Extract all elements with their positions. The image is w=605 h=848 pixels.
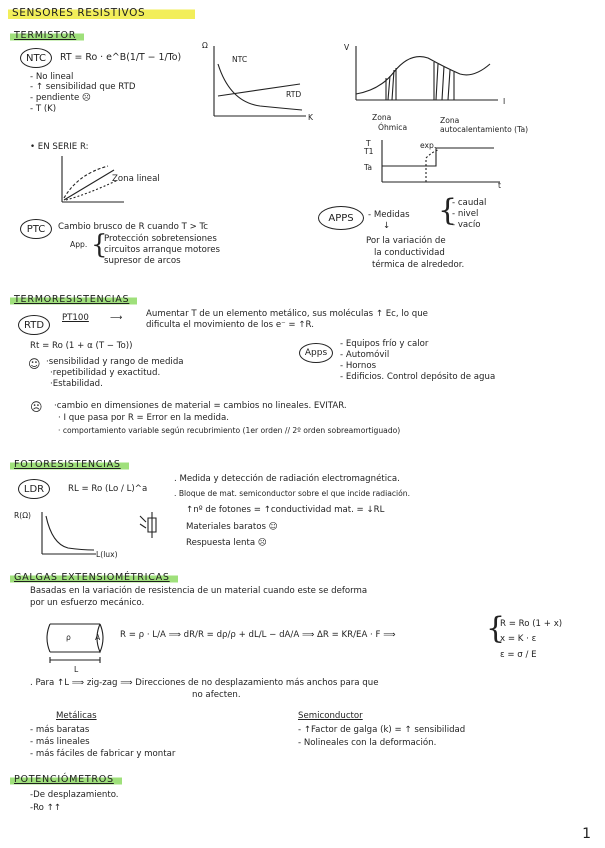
graph4-ylabel: T xyxy=(366,139,371,148)
medidas-item: - nivel xyxy=(452,209,479,219)
arrow-icon: ⟶ xyxy=(110,313,123,323)
graph4-t1-label: T1 xyxy=(364,147,374,156)
medidas-item: - caudal xyxy=(452,198,487,208)
galgas-result: ε = σ / E xyxy=(500,650,537,660)
ptc-circle: PTC xyxy=(20,219,52,239)
rtd-con: ·cambio en dimensiones de material = cambios no lineales. EVITAR. xyxy=(54,401,347,411)
ldr-formula: RL = Ro (Lo / L)^a xyxy=(68,484,148,494)
graph2-xlabel: I xyxy=(503,97,506,106)
graph1-ntc-label: NTC xyxy=(232,55,248,64)
ldr-item: ↑nº de fotones = ↑conductividad mat. = ↓RL xyxy=(186,505,385,515)
galgas-description: por un esfuerzo mecánico. xyxy=(30,598,145,608)
ldr-item: Materiales baratos ☺ xyxy=(186,522,278,532)
ptc-app-label: App. xyxy=(70,240,88,249)
photoresistor-symbol-icon xyxy=(138,510,164,540)
ntc-circle: NTC xyxy=(20,48,52,68)
ldr-circle: LDR xyxy=(18,479,50,499)
potenciometro-item: -De desplazamiento. xyxy=(30,790,119,800)
apps-circle: APPS xyxy=(318,206,364,230)
semiconductor-title: Semiconductor xyxy=(298,711,363,721)
graph4-exp-label: exp. xyxy=(420,141,437,150)
ldr-item: . Medida y detección de radiación electromagnética. xyxy=(174,474,400,484)
potenciometro-item: -Ro ↑↑ xyxy=(30,803,62,813)
ldr-graph-xlabel: L(lux) xyxy=(96,550,118,559)
galgas-result: R = Ro (1 + x) xyxy=(500,619,563,629)
ldr-graph-ylabel: R(Ω) xyxy=(14,511,32,520)
page-number: 1 xyxy=(582,826,591,842)
metalicas-item: - más baratas xyxy=(30,725,90,735)
rtd-con: · I que pasa por R = Error en la medida. xyxy=(58,413,229,423)
apps-circle: Apps xyxy=(299,343,333,363)
graph2-zone2-line2: autocalentamiento (Ta) xyxy=(440,125,529,134)
galgas-result: x = K · ε xyxy=(500,634,537,644)
ntc-rtd-graph xyxy=(210,42,320,122)
metalicas-item: - más lineales xyxy=(30,737,90,747)
cylinder-rho-label: ρ xyxy=(66,633,71,642)
rtd-app: - Automóvil xyxy=(340,350,390,360)
rtd-pro: ·repetibilidad y exactitud. xyxy=(50,368,161,378)
temperature-time-graph xyxy=(376,138,506,188)
ldr-graph xyxy=(38,510,100,558)
rtd-pro: ·Estabilidad. xyxy=(50,379,103,389)
vi-graph xyxy=(350,44,510,114)
ldr-item: Respuesta lenta ☹ xyxy=(186,538,267,548)
apps-text: Por la variación de xyxy=(366,236,446,246)
semiconductor-item: - ↑Factor de galga (k) = ↑ sensibilidad xyxy=(298,725,466,735)
section-termoresistencias-heading: TERMORESISTENCIAS xyxy=(10,294,137,305)
ntc-bullet: - T (K) xyxy=(30,104,57,114)
graph2-zone1-line2: Óhmica xyxy=(378,123,408,132)
page-title: SENSORES RESISTIVOS xyxy=(8,6,195,20)
ptc-description: Cambio brusco de R cuando T > Tc xyxy=(58,222,209,232)
graph1-rtd-label: RTD xyxy=(286,90,302,99)
metalicas-item: - más fáciles de fabricar y montar xyxy=(30,749,176,759)
medidas-label: - Medidas xyxy=(368,210,410,220)
rtd-con: · comportamiento variable según recubrimiento (1er orden // 2º orden sobreamortiguado) xyxy=(58,426,401,435)
galgas-equation: R = ρ · L/A ⟹ dR/R = dρ/ρ + dL/L − dA/A ⟹ ΔR = KR/EA · F ⟹ xyxy=(120,630,396,640)
brace-icon: { xyxy=(438,193,458,228)
ntc-formula: RT = Ro · e^B(1/T − 1/To) xyxy=(60,52,182,63)
apps-text: térmica de alrededor. xyxy=(372,260,465,270)
section-fotoresistencias-heading: FOTORESISTENCIAS xyxy=(10,459,129,470)
graph1-xlabel: K xyxy=(308,113,313,122)
graph2-zone1-line1: Zona xyxy=(372,113,392,122)
ntc-bullet: - pendiente ☹ xyxy=(30,93,91,103)
pt100-label: PT100 xyxy=(62,313,89,323)
medidas-item: - vacío xyxy=(452,220,481,230)
rtd-pro: ·sensibilidad y rango de medida xyxy=(46,357,184,367)
rtd-app: - Hornos xyxy=(340,361,377,371)
serie-zone-label: Zona lineal xyxy=(112,174,160,184)
medidas-arrow: ↓ xyxy=(383,221,391,231)
apps-text: la conductividad xyxy=(374,248,445,258)
section-termistor-heading: TERMISTOR xyxy=(10,30,84,41)
rtd-description: Aumentar T de un elemento metálico, sus moléculas ↑ Ec, lo que xyxy=(146,309,428,319)
rtd-description: dificulta el movimiento de los e⁻ = ↑R. xyxy=(146,320,314,330)
galgas-zigzag-note: . Para ↑L ⟹ zig-zag ⟹ Direcciones de no desplazamiento más anchos para que xyxy=(30,678,379,688)
graph1-ylabel: Ω xyxy=(202,41,208,50)
graph4-xlabel: t xyxy=(498,181,501,190)
ptc-app-item: supresor de arcos xyxy=(104,256,181,266)
rtd-formula: Rt = Ro (1 + α (T − To)) xyxy=(30,341,133,351)
galgas-description: Basadas en la variación de resistencia de un material cuando este se deforma xyxy=(30,586,368,596)
ptc-app-item: circuitos arranque motores xyxy=(104,245,221,255)
section-potenciometros-heading: POTENCIÓMETROS xyxy=(10,774,122,785)
rtd-app: - Equipos frío y calor xyxy=(340,339,429,349)
galgas-zigzag-note: no afecten. xyxy=(192,690,241,700)
brace-icon: { xyxy=(486,611,506,646)
graph2-zone2-line1: Zona xyxy=(440,116,460,125)
smile-icon: ☺ xyxy=(28,357,41,371)
semiconductor-item: - Nolineales con la deformación. xyxy=(298,738,437,748)
ptc-app-item: Protección sobretensiones xyxy=(104,234,217,244)
sad-icon: ☹ xyxy=(30,400,43,414)
ldr-item: . Bloque de mat. semiconductor sobre el que incide radiación. xyxy=(174,489,411,498)
rtd-circle: RTD xyxy=(18,315,50,335)
graph4-ta-label: Ta xyxy=(364,163,373,172)
brace-icon: { xyxy=(91,230,108,260)
graph2-ylabel: V xyxy=(344,43,350,52)
cylinder-diagram xyxy=(44,620,112,668)
metalicas-title: Metálicas xyxy=(56,711,97,721)
cylinder-area-label: A xyxy=(95,633,101,642)
section-galgas-heading: GALGAS EXTENSIOMÉTRICAS xyxy=(10,572,178,583)
ntc-bullet: - No lineal xyxy=(30,72,74,82)
ntc-bullet: - ↑ sensibilidad que RTD xyxy=(30,82,136,92)
cylinder-length-label: L xyxy=(74,665,79,674)
serie-label: • EN SERIE R: xyxy=(30,142,89,152)
rtd-app: - Edificios. Control depósito de agua xyxy=(340,372,496,382)
